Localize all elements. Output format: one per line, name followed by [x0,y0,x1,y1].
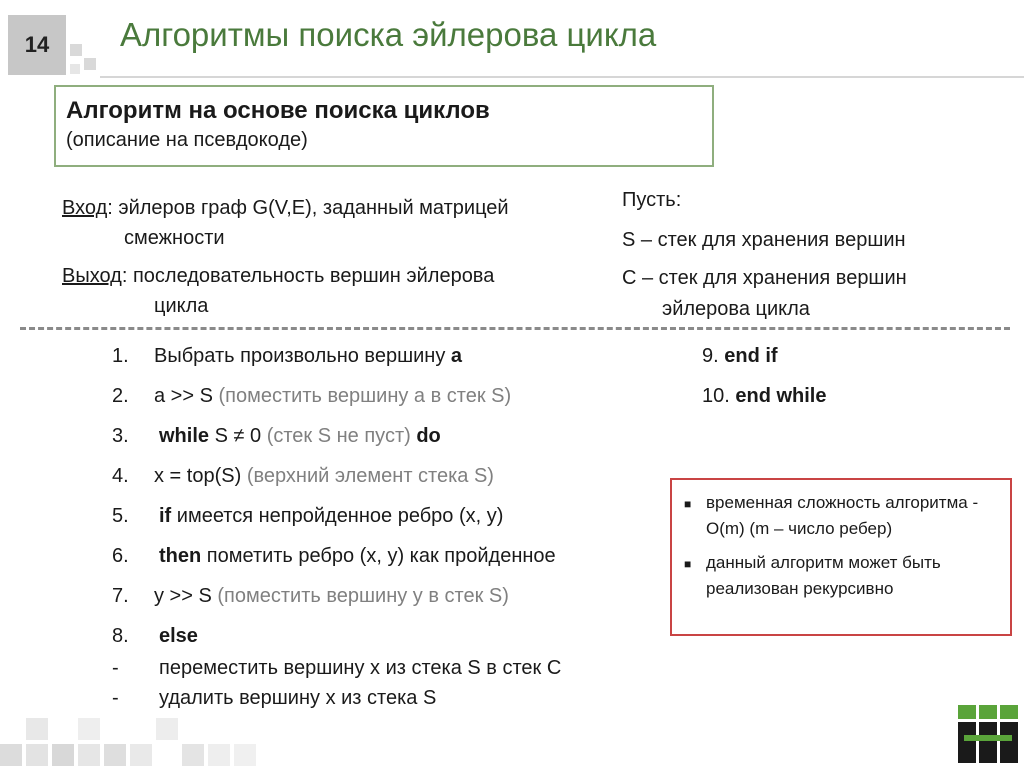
note-item: ■ данный алгоритм может быть реализован рекурсивно [684,550,998,602]
let-stack-c: C – стек для хранения вершин [622,267,907,289]
list-item: 2. a >> S (поместить вершину а в стек S) [112,385,512,407]
title-divider [100,76,1024,78]
complexity-note-box [670,478,1012,636]
let-stack-c-cont: эйлерова цикла [662,298,810,320]
list-item: 7. y >> S (поместить вершину у в стек S) [112,585,509,607]
list-item: - удалить вершину х из стека S [112,687,437,709]
algorithm-title: Алгоритм на основе поиска циклов [66,97,490,124]
input-label: Вход [62,197,108,219]
input-text: : эйлеров граф G(V,E), заданный матрицей [107,197,509,219]
let-label: Пусть: [622,189,682,211]
output-text-cont: цикла [154,295,209,317]
list-item: 6. then пометить ребро (x, y) как пройденное [112,545,556,567]
algorithm-subtitle: (описание на псевдокоде) [66,129,308,151]
algorithm-header-box [54,85,714,167]
output-line [62,264,494,288]
square-bullet-icon: ■ [684,557,692,571]
note-item: ■ временная сложность алгоритма - O(m) (m – число ребер) [684,490,998,542]
list-item: 1. Выбрать произвольно вершину a [112,345,463,367]
logo-icon [958,705,1018,763]
page-title: Алгоритмы поиска эйлерова цикла [120,16,657,53]
slide-number: 14 [8,15,66,75]
header-decoration [70,44,100,76]
bottom-decoration [0,700,300,767]
input-text-cont: смежности [124,227,225,249]
list-item: 5. if имеется непройденное ребро (x, y) [112,505,504,527]
output-text: : последовательность вершин эйлерова [121,265,495,287]
list-item: 9. end if [702,345,778,367]
input-line [62,196,509,220]
square-bullet-icon: ■ [684,497,692,511]
pseudocode-list-right [702,345,826,425]
list-item: 3. while S ≠ 0 (стек S не пуст) do [112,425,441,447]
dashed-separator [20,327,1010,330]
list-item: 10. end while [702,385,827,407]
list-item: - переместить вершину х из стека S в стек C [112,657,562,679]
output-label: Выход [62,265,122,287]
pseudocode-list [112,345,561,717]
list-item: 8. else [112,625,198,647]
let-stack-s: S – стек для хранения вершин [622,229,906,251]
list-item: 4. x = top(S) (верхний элемент стека S) [112,465,494,487]
